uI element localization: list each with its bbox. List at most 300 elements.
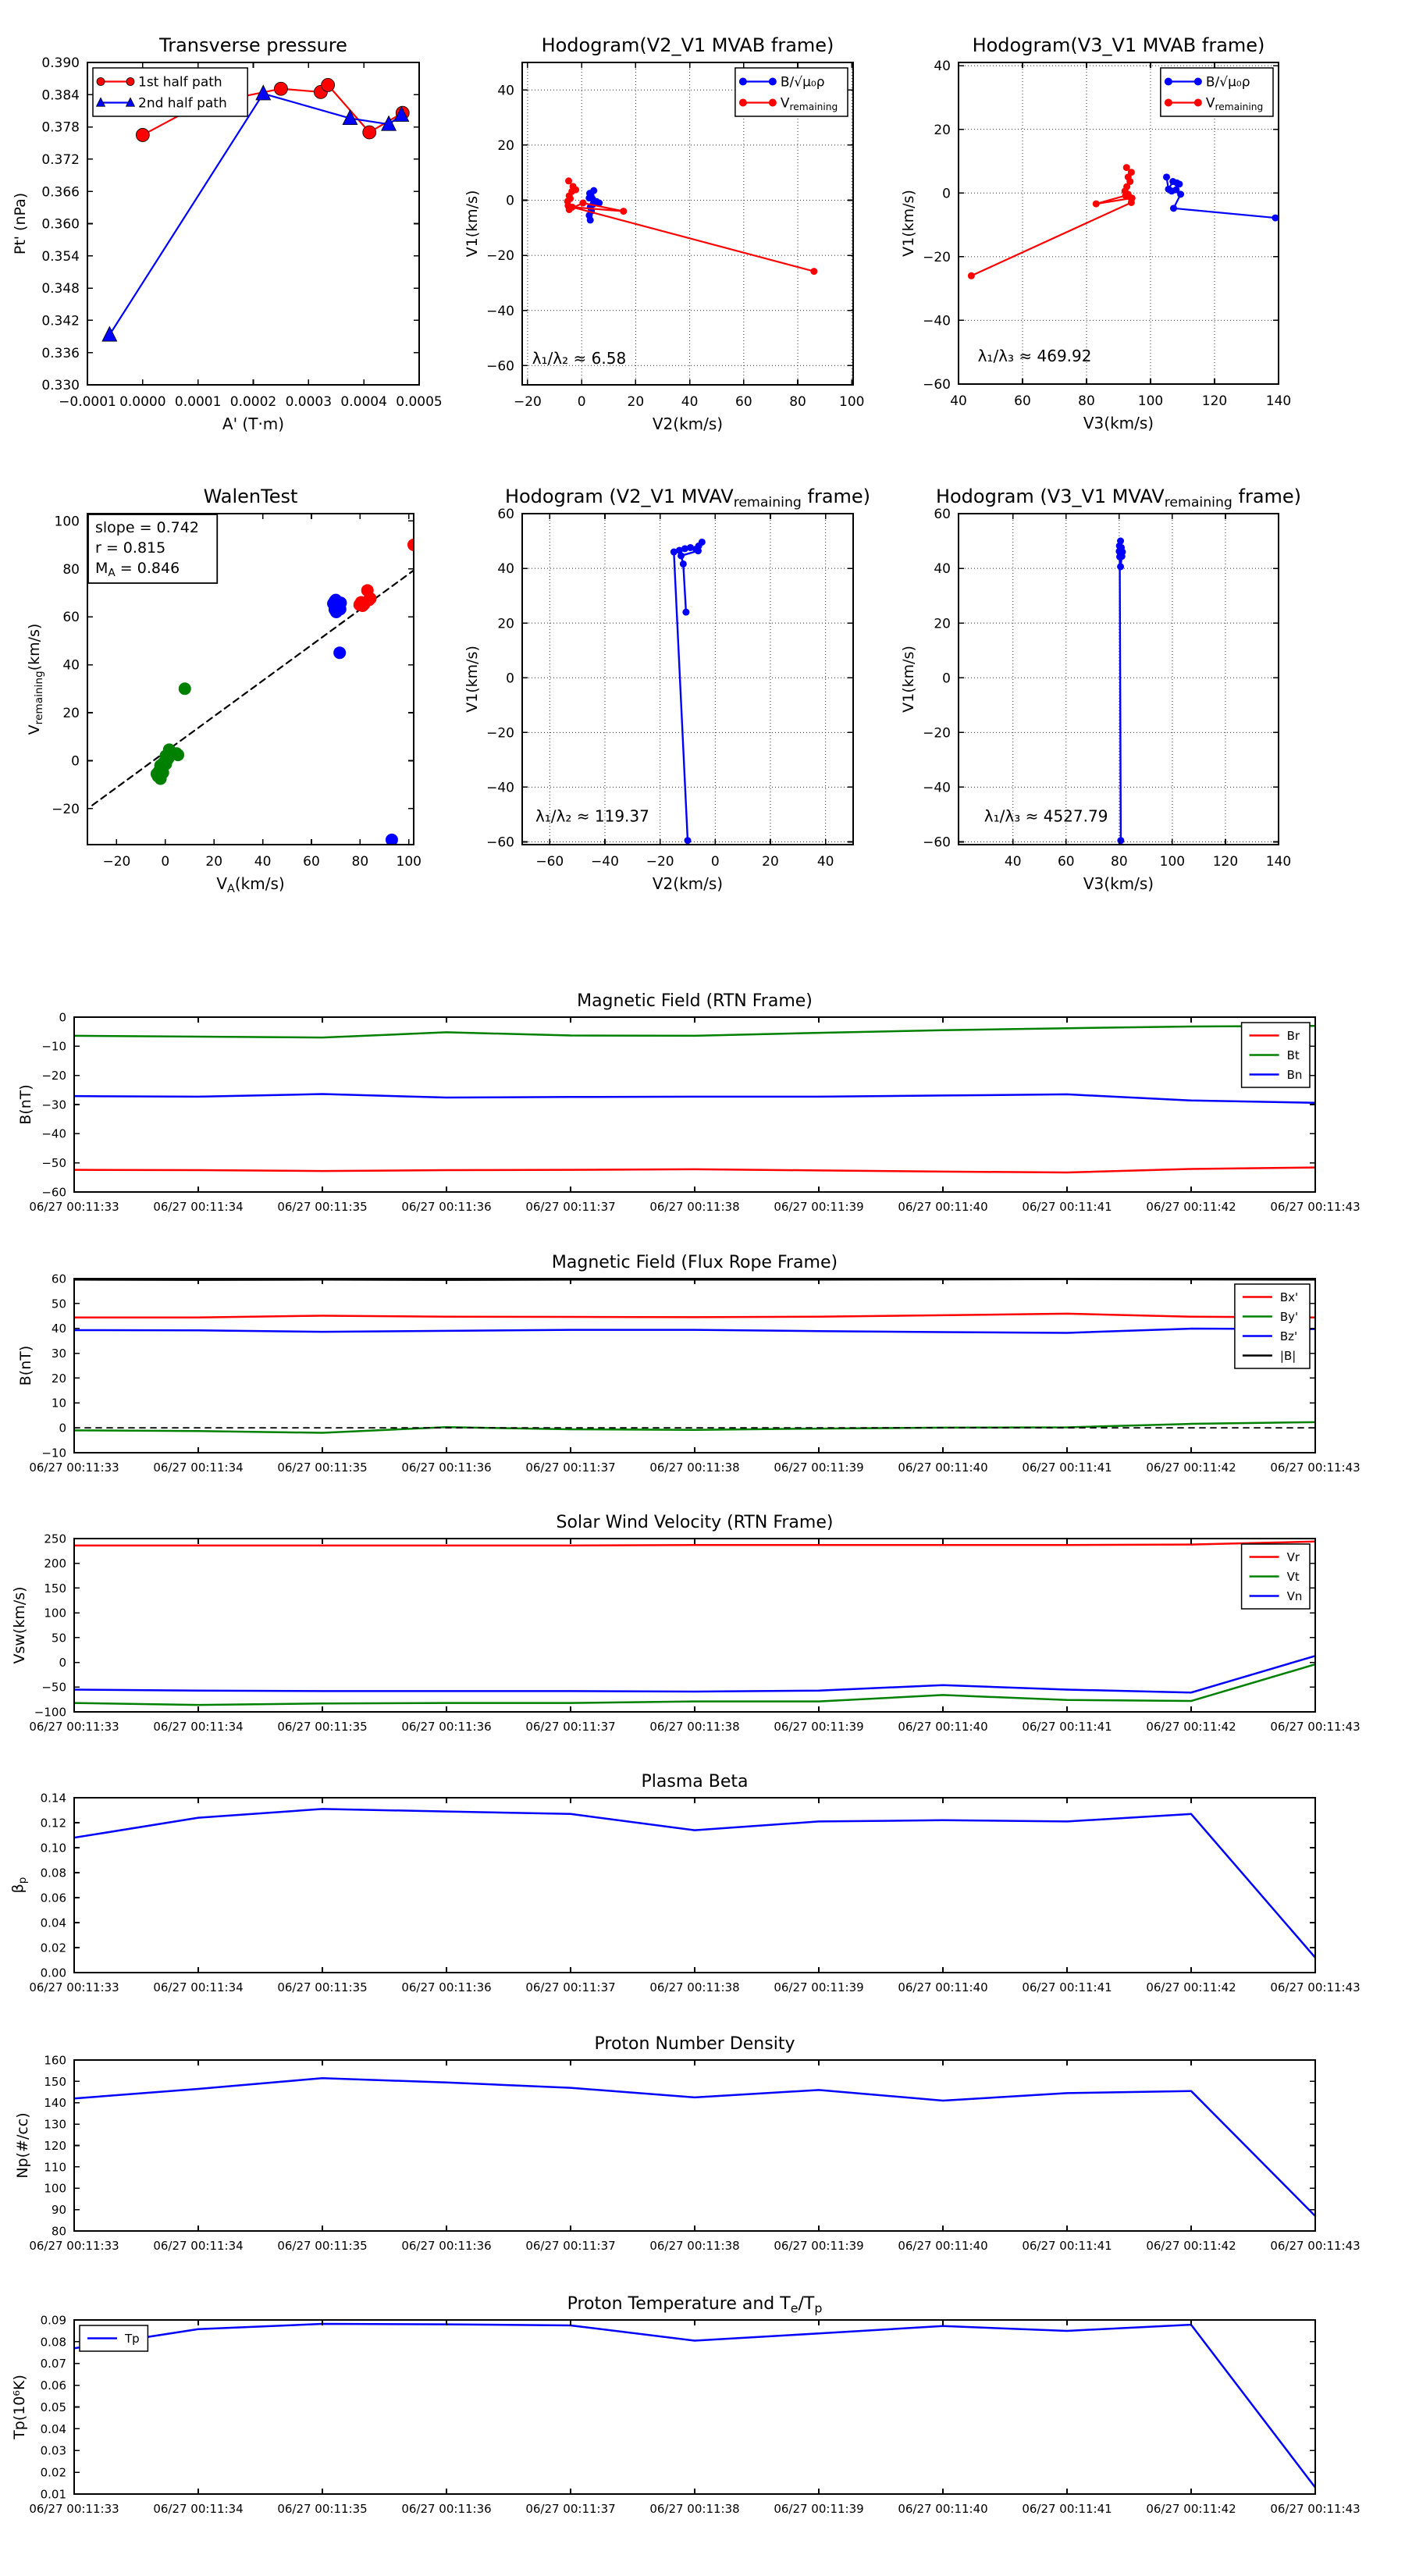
y-tick-label: 0 [506,193,514,209]
ticks [74,1279,1315,1453]
bt-line [74,1026,1315,1037]
x-tick-label: 40 [254,854,272,870]
walen-test-series-2-line [327,594,398,846]
y-tick-label: 20 [934,122,951,138]
walen-test-canvas [26,486,422,896]
x-tick-label: 06/27 00:11:38 [649,1980,740,1994]
annotation: λ₁/λ₃ ≈ 4527.79 [984,806,1108,826]
x-tick-label: 06/27 00:11:34 [153,2239,244,2253]
chart-title: Hodogram(V3_V1 MVAB frame) [972,34,1265,56]
x-axis-label: V3(km/s) [1083,874,1154,894]
x-tick-label: 60 [1014,393,1031,410]
stats-line: slope = 0.742 [95,519,199,536]
x-tick-label: 06/27 00:11:39 [774,2239,864,2253]
plot-hodogram-v3v1-mvab [900,34,1292,433]
x-tick-label: 06/27 00:11:33 [29,1200,119,1214]
tp-line [74,2324,1315,2488]
x-tick-label: 06/27 00:11:37 [525,1720,616,1734]
series-group [102,78,409,341]
x-tick-label: 06/27 00:11:41 [1022,1980,1112,1994]
legend-label: Bn [1286,1067,1303,1082]
y-tick-label: 0.354 [41,248,80,265]
transverse-pressure-canvas [12,34,443,434]
annotation: λ₁/λ₂ ≈ 119.37 [535,806,649,826]
x-tick-label: −20 [102,854,131,870]
legend-label: 1st half path [138,74,222,91]
y-tick-label: 0 [71,753,80,770]
y-axis-label: Np(#/cc) [14,2112,31,2179]
y-tick-label: −50 [41,1156,66,1171]
stats-line: $M_A = 0.846$ [95,560,180,579]
bx--line [74,1314,1315,1318]
y-tick-label: −60 [923,834,951,851]
y-tick-label: 0 [59,1421,66,1436]
vt-line [74,1664,1315,1705]
y-tick-label: 100 [44,2181,66,2196]
y-tick-label: 0.00 [40,1966,66,1980]
y-tick-label: 0.342 [41,313,80,329]
y-tick-label: −20 [486,248,514,265]
x-tick-label: 06/27 00:11:37 [525,1200,616,1214]
x-tick-label: −0.0001 [59,394,116,411]
x-tick-label: 06/27 00:11:41 [1022,1461,1112,1475]
stats-line: r = 0.815 [95,539,166,557]
y-tick-label: 160 [44,2053,66,2068]
y-tick-label: 100 [54,514,80,530]
y-tick-label: 0 [506,671,514,687]
legend-label: B/√μ₀ρ [1205,74,1250,91]
y-tick-label: 0.14 [40,1791,66,1806]
y-tick-label: −60 [41,1185,66,1200]
x-tick-label: 06/27 00:11:39 [774,1461,864,1475]
y-tick-label: 150 [44,1581,66,1596]
y-tick-label: −20 [41,1069,66,1083]
x-tick-label: 06/27 00:11:34 [153,1720,244,1734]
x-tick-label: 06/27 00:11:33 [29,1720,119,1734]
x-tick-label: 0.0003 [285,394,333,411]
y-tick-label: 100 [44,1606,66,1621]
annotation: λ₁/λ₃ ≈ 469.92 [977,347,1092,366]
x-tick-label: 80 [351,854,369,870]
y-tick-label: 80 [62,561,80,578]
series-group [74,2078,1315,2216]
panel-magnetic-field-rtn [17,991,1361,1214]
ticks [74,2320,1315,2494]
y-tick-label: −10 [41,1039,66,1054]
x-tick-label: 06/27 00:11:36 [401,1200,492,1214]
y-tick-label: 90 [51,2203,66,2218]
x-tick-label: 20 [205,854,223,870]
y-tick-label: 0.390 [41,55,80,72]
x-tick-label: 06/27 00:11:38 [649,1200,740,1214]
x-tick-label: 100 [396,854,422,870]
x-tick-label: 06/27 00:11:39 [774,1200,864,1214]
x-axis-label: V2(km/s) [652,415,724,434]
legend [1242,1544,1310,1609]
y-tick-label: 40 [51,1322,66,1336]
legend [93,68,247,116]
proton-number-density-canvas [14,2034,1361,2253]
plot-walen-test [26,486,422,896]
y-tick-label: 0.348 [41,281,80,297]
x-axis-label: V3(km/s) [1083,414,1154,433]
y-axis-label: V1(km/s) [464,646,481,713]
hodogram-v3v1-mvab-canvas [900,34,1292,433]
y-tick-label: 0 [59,1010,66,1025]
y-tick-label: 60 [497,507,514,523]
y-tick-label: 0.04 [40,1916,66,1930]
panel-proton-temperature [11,2294,1361,2516]
x-tick-label: 06/27 00:11:42 [1146,1461,1236,1475]
y-tick-label: 0.12 [40,1816,66,1831]
x-tick-label: 40 [1004,854,1022,870]
ticks [522,514,853,845]
b--line [1163,173,1279,221]
x-tick-label: 06/27 00:11:39 [774,2502,864,2516]
x-tick-label: 06/27 00:11:39 [774,1720,864,1734]
vn-line [74,1656,1315,1692]
x-tick-label: 06/27 00:11:34 [153,1980,244,1994]
x-tick-label: 140 [1265,393,1292,410]
y-tick-label: 0.02 [40,1941,66,1955]
plot-hodogram-v3v1-mvav [900,486,1302,894]
chart-title: Plasma Beta [641,1772,749,1791]
x-tick-label: 06/27 00:11:40 [898,1720,988,1734]
x-tick-label: 06/27 00:11:43 [1270,2239,1361,2253]
x-tick-label: 06/27 00:11:38 [649,2239,740,2253]
x-tick-label: 06/27 00:11:43 [1270,1200,1361,1214]
panel-solar-wind-velocity [11,1513,1361,1734]
legend-label: Vr [1286,1550,1300,1564]
x-tick-label: 06/27 00:11:36 [401,2239,492,2253]
legend-label: Bt [1286,1048,1300,1062]
y-tick-label: 0.378 [41,119,80,136]
y-tick-label: −20 [52,802,80,818]
plot-transverse-pressure [12,34,443,434]
y-tick-label: 0.372 [41,152,80,169]
x-tick-label: 06/27 00:11:36 [401,1720,492,1734]
solar-wind-velocity-canvas [11,1513,1361,1734]
series-group [74,1809,1315,1957]
y-tick-label: −50 [41,1680,66,1695]
legend [1235,1284,1310,1368]
y-tick-label: 20 [934,616,951,632]
x-tick-label: 06/27 00:11:43 [1270,1980,1361,1994]
chart-title: Proton Number Density [594,2034,795,2054]
magnetic-field-flux-rope-canvas [17,1253,1361,1475]
x-axis-label: $V_A(km/s)$ [216,874,285,896]
y-tick-label: 0.03 [40,2443,66,2458]
chart-title: Solar Wind Velocity (RTN Frame) [556,1513,834,1532]
chart-title: WalenTest [203,486,298,507]
x-tick-label: 06/27 00:11:33 [29,2239,119,2253]
ticks [74,1539,1315,1712]
panel-proton-number-density [14,2034,1361,2253]
x-tick-label: 80 [1078,393,1095,410]
chart-title: Hodogram(V2_V1 MVAB frame) [541,34,834,56]
legend-label: 2nd half path [138,95,227,112]
x-tick-label: 06/27 00:11:35 [277,1720,368,1734]
legend-label: By' [1279,1309,1299,1324]
x-tick-label: 100 [1137,393,1164,410]
legend-label: Bx' [1279,1290,1299,1304]
legend-label: B/√μ₀ρ [780,74,825,91]
hodogram-v3v1-mvav-canvas [900,486,1302,894]
x-axis-label: A' (T·m) [222,415,285,434]
y-tick-label: 0.07 [40,2357,66,2371]
y-tick-label: −20 [923,725,951,742]
y-tick-label: 60 [934,507,951,523]
x-tick-label: 80 [789,394,806,411]
x-tick-label: 06/27 00:11:42 [1146,1200,1236,1214]
y-tick-label: 20 [62,706,80,722]
chart-title: Magnetic Field (RTN Frame) [577,991,813,1011]
x-tick-label: −20 [513,394,542,411]
v-remaining--line [564,177,818,275]
x-tick-label: −20 [646,854,674,870]
x-tick-label: 06/27 00:11:43 [1270,1461,1361,1475]
x-tick-label: 0.0004 [340,394,387,411]
ticks [74,1017,1315,1192]
y-tick-label: 0.04 [40,2421,66,2436]
x-tick-label: 0.0001 [174,394,222,411]
x-tick-label: 0 [161,854,170,870]
y-tick-label: −40 [486,303,514,319]
magnetic-field-rtn-canvas [17,991,1361,1214]
y-tick-label: 40 [934,561,951,578]
x-tick-label: 40 [950,393,967,410]
x-tick-label: 06/27 00:11:35 [277,1200,368,1214]
series-group [74,1026,1315,1172]
v-remaining--line [968,164,1136,279]
y-tick-label: −40 [923,313,951,329]
proton-number-density-series-0-line [74,2078,1315,2216]
x-tick-label: 06/27 00:11:35 [277,1461,368,1475]
x-tick-label: 0.0000 [119,394,166,411]
y-tick-label: 0.06 [40,1891,66,1905]
x-tick-label: 06/27 00:11:42 [1146,2239,1236,2253]
x-tick-label: 06/27 00:11:39 [774,1980,864,1994]
x-tick-label: 06/27 00:11:40 [898,1980,988,1994]
y-tick-label: −20 [486,725,514,742]
y-tick-label: 140 [44,2096,66,2111]
series-group [670,539,706,844]
y-tick-label: 20 [497,138,514,155]
chart-title: Hodogram (V3_V1 $MVAV_{remaining}$ frame) [935,486,1302,511]
walen-test-series-3-line [354,539,420,612]
y-tick-label: 60 [62,610,80,626]
y-tick-label: 130 [44,2117,66,2132]
x-tick-label: 06/27 00:11:41 [1022,2239,1112,2253]
series-group [564,177,818,275]
x-tick-label: 06/27 00:11:43 [1270,1720,1361,1734]
x-tick-label: 06/27 00:11:37 [525,2239,616,2253]
x-tick-label: 06/27 00:11:34 [153,1200,244,1214]
y-tick-label: −40 [923,780,951,796]
y-tick-label: 0.336 [41,345,80,361]
x-tick-label: 06/27 00:11:41 [1022,1720,1112,1734]
y-axis-label: V1(km/s) [900,646,917,713]
walen-test-series-1-line [151,682,191,785]
y-tick-label: 80 [51,2224,66,2239]
x-tick-label: 40 [816,854,834,870]
y-tick-label: 0.08 [40,1866,66,1880]
x-tick-label: 06/27 00:11:40 [898,2239,988,2253]
legend-label: Vt [1286,1569,1300,1584]
y-tick-label: 20 [51,1371,66,1386]
x-tick-label: 100 [839,394,865,411]
x-tick-label: 06/27 00:11:35 [277,2239,368,2253]
x-tick-label: 100 [1159,854,1186,870]
series-group [74,1279,1315,1433]
annotation: λ₁/λ₂ ≈ 6.58 [532,349,627,368]
x-axis-label: V2(km/s) [652,874,724,894]
panel-magnetic-field-flux-rope [17,1253,1361,1475]
y-axis-label: V1(km/s) [900,190,917,257]
y-tick-label: 0.10 [40,1841,66,1856]
x-tick-label: 06/27 00:11:33 [29,1461,119,1475]
stats-box [88,514,217,583]
x-tick-label: 06/27 00:11:41 [1022,2502,1112,2516]
x-tick-label: 60 [735,394,752,411]
panel-plasma-beta [9,1772,1361,1994]
y-tick-label: −60 [923,377,951,393]
x-tick-label: 06/27 00:11:35 [277,1980,368,1994]
y-tick-label: 0 [59,1655,66,1670]
x-tick-label: 06/27 00:11:37 [525,1461,616,1475]
x-tick-label: 06/27 00:11:34 [153,2502,244,2516]
y-tick-label: 60 [51,1272,66,1286]
chart-title: Hodogram (V2_V1 $MVAV_{remaining}$ frame) [504,486,871,511]
legend-label: |B| [1279,1348,1297,1363]
bz--line [74,1329,1315,1332]
x-tick-label: 06/27 00:11:41 [1022,1200,1112,1214]
ticks [959,514,1279,845]
y-tick-label: 0.330 [41,378,80,394]
legend-label: Bz' [1279,1329,1298,1343]
y-tick-label: 0.09 [40,2313,66,2328]
legend [1161,68,1273,116]
y-axis-label: $V_{remaining}(km/s)$ [26,623,45,735]
y-tick-label: 110 [44,2160,66,2175]
y-tick-label: 40 [497,561,514,578]
hodogram-v3v1-mvav-series-0-line [1115,538,1126,845]
x-tick-label: 06/27 00:11:34 [153,1461,244,1475]
series-group [74,1542,1315,1705]
legend-label: Br [1286,1028,1300,1043]
series-group [968,164,1279,279]
bn-line [74,1094,1315,1103]
proton-temperature-canvas [11,2294,1361,2516]
grid [522,514,853,845]
y-tick-label: 0.02 [40,2465,66,2480]
legend [1242,1023,1310,1087]
y-tick-label: −60 [486,834,514,851]
y-tick-label: −40 [41,1126,66,1141]
y-tick-label: 40 [62,657,80,674]
x-tick-label: 06/27 00:11:36 [401,1461,492,1475]
y-axis-label: $\beta_p$ [9,1877,29,1894]
grid [959,514,1279,845]
y-axis-label: V1(km/s) [464,190,481,258]
chart-title: Proton Temperature and $T_e/T_p$ [567,2294,823,2316]
chart-title: Magnetic Field (Flux Rope Frame) [551,1253,838,1272]
x-tick-label: 06/27 00:11:38 [649,2502,740,2516]
y-tick-label: −60 [486,358,514,375]
x-tick-label: 0.0005 [396,394,443,411]
ticks [74,1798,1315,1973]
y-tick-label: −30 [41,1098,66,1112]
y-tick-label: 10 [51,1396,66,1411]
x-tick-label: 06/27 00:11:37 [525,2502,616,2516]
x-tick-label: 60 [1057,854,1075,870]
y-tick-label: 120 [44,2138,66,2153]
legend [80,2325,148,2351]
y-tick-label: 150 [44,2074,66,2089]
x-tick-label: 06/27 00:11:35 [277,2502,368,2516]
chart-title: Transverse pressure [159,34,347,56]
hodogram-v2v1-mvav-canvas [464,486,871,894]
legend-label: Vn [1286,1589,1303,1603]
y-tick-label: −40 [486,780,514,796]
y-tick-label: 0 [942,671,951,687]
plot-hodogram-v2v1-mvav [464,486,871,894]
x-tick-label: 06/27 00:11:40 [898,2502,988,2516]
x-tick-label: 0.0002 [229,394,277,411]
x-tick-label: 06/27 00:11:40 [898,1200,988,1214]
y-tick-label: 0 [942,186,951,202]
y-tick-label: 250 [44,1532,66,1546]
x-tick-label: 06/27 00:11:36 [401,2502,492,2516]
x-tick-label: −60 [535,854,564,870]
x-tick-label: 06/27 00:11:42 [1146,1720,1236,1734]
legend-label: $V_{remaining}$ [780,95,838,113]
y-tick-label: 50 [51,1297,66,1311]
y-axis-label: B(nT) [17,1084,34,1125]
y-tick-label: 0.08 [40,2335,66,2350]
x-tick-label: 40 [681,394,699,411]
ticks [74,2060,1315,2231]
x-tick-label: 06/27 00:11:43 [1270,2502,1361,2516]
y-tick-label: 200 [44,1557,66,1571]
y-tick-label: −10 [41,1446,66,1461]
x-tick-label: 0 [710,854,720,870]
x-tick-label: 06/27 00:11:42 [1146,2502,1236,2516]
x-tick-label: 20 [627,394,645,411]
x-tick-label: 120 [1212,854,1239,870]
x-tick-label: 20 [762,854,779,870]
y-tick-label: 20 [497,616,514,632]
y-axis-label: B(nT) [17,1345,34,1386]
x-tick-label: 0 [577,394,586,411]
x-tick-label: 140 [1265,854,1292,870]
y-tick-label: −20 [923,249,951,265]
y-axis-label: Tp(10⁶K) [11,2375,28,2439]
y-tick-label: 0.01 [40,2487,66,2502]
x-tick-label: −40 [591,854,619,870]
x-tick-label: 06/27 00:11:37 [525,1980,616,1994]
plot-hodogram-v2v1-mvab [464,34,865,434]
hodogram-v2v1-mvav-series-0-line [670,539,706,844]
y-tick-label: 0.360 [41,216,80,233]
br-line [74,1168,1315,1172]
x-tick-label: 06/27 00:11:38 [649,1720,740,1734]
legend [735,68,848,116]
x-tick-label: 80 [1111,854,1128,870]
y-axis-label: Pt' (nPa) [12,192,29,255]
y-tick-label: 0.06 [40,2379,66,2393]
x-tick-label: 120 [1201,393,1228,410]
